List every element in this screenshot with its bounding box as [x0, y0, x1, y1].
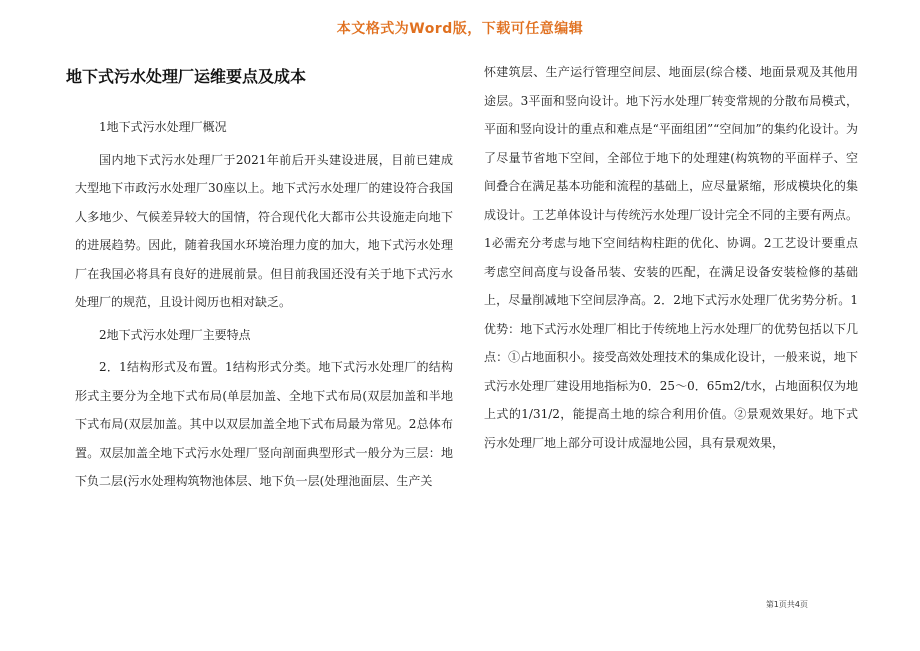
right-column: [484, 58, 858, 457]
word-format-banner: 本文格式为Word版，下载可任意编辑: [336, 21, 584, 37]
page-title: 地下式污水处理厂运维要点及成本: [66, 67, 307, 86]
continued-paragraph: 怀建筑层、生产运行管理空间层、地面层(综合楼、地面景观及其他用途层。3平面和竖向设计。地下污水处理厂转变常规的分散布局模式，平面和竖向设计的重点和难点是“平面组团”“空间加”的集约化设计。为了尽量节省地下空间，全部位于地下的处理建(构筑物的平面样子、空间叠合在满足基本功能和流程的基础上，应尽量紧缩，形成模块化的集成设计。工艺单体设计与传统污水处理厂设计完全不同的主要有两点。1必需充分考虑与地下空间结构柱距的优化、协调。2工艺设计要重点考虑空间高度与设备吊装、安装的匹配，在满足设备安装检修的基础上，尽量削减地下空间层净高。2．2地下式污水处理厂优劣势分析。1优势：地下式污水处理厂相比于传统地上污水处理厂的优势包括以下几点：①占地面积小。接受高效处理技术的集成化设计，一般来说，地下式污水处理厂建设用地指标为0．25～0．65m2/t水，占地面积仅为地上式的1/31/2，能提高土地的综合利用价值。②景观效果好。地下式污水处理厂地上部分可设计成湿地公园，具有景观效果，: [484, 65, 858, 450]
left-column: [75, 113, 453, 496]
section1-paragraph: 国内地下式污水处理厂于2021年前后开头建设进展，目前已建成大型地下市政污水处理厂30座以上。地下式污水处理厂的建设符合我国人多地少、气候差异较大的国情，符合现代化大都市公共设施走向地下的进展趋势。因此，随着我国水环境治理力度的加大，地下式污水处理厂在我国必将具有良好的进展前景。但目前我国还没有关于地下式污水处理厂的规范，且设计阅历也相对缺乏。: [75, 152, 453, 309]
page-number: 第1页共4页: [765, 600, 808, 609]
section1-heading: 1地下式污水处理厂概况: [99, 120, 227, 134]
section2-heading: 2地下式污水处理厂主要特点: [99, 327, 251, 342]
section2-paragraph: 2．1结构形式及布置。1结构形式分类。地下式污水处理厂的结构形式主要分为全地下式布局(单层加盖、全地下式布局(双层加盖和半地下式布局(双层加盖。其中以双层加盖全地下式布局最为常见。2总体布置。双层加盖全地下式污水处理厂竖向剖面典型形式一般分为三层：地下负二层(污水处理构筑物池体层、地下负一层(处理池面层、生产关: [75, 360, 453, 488]
